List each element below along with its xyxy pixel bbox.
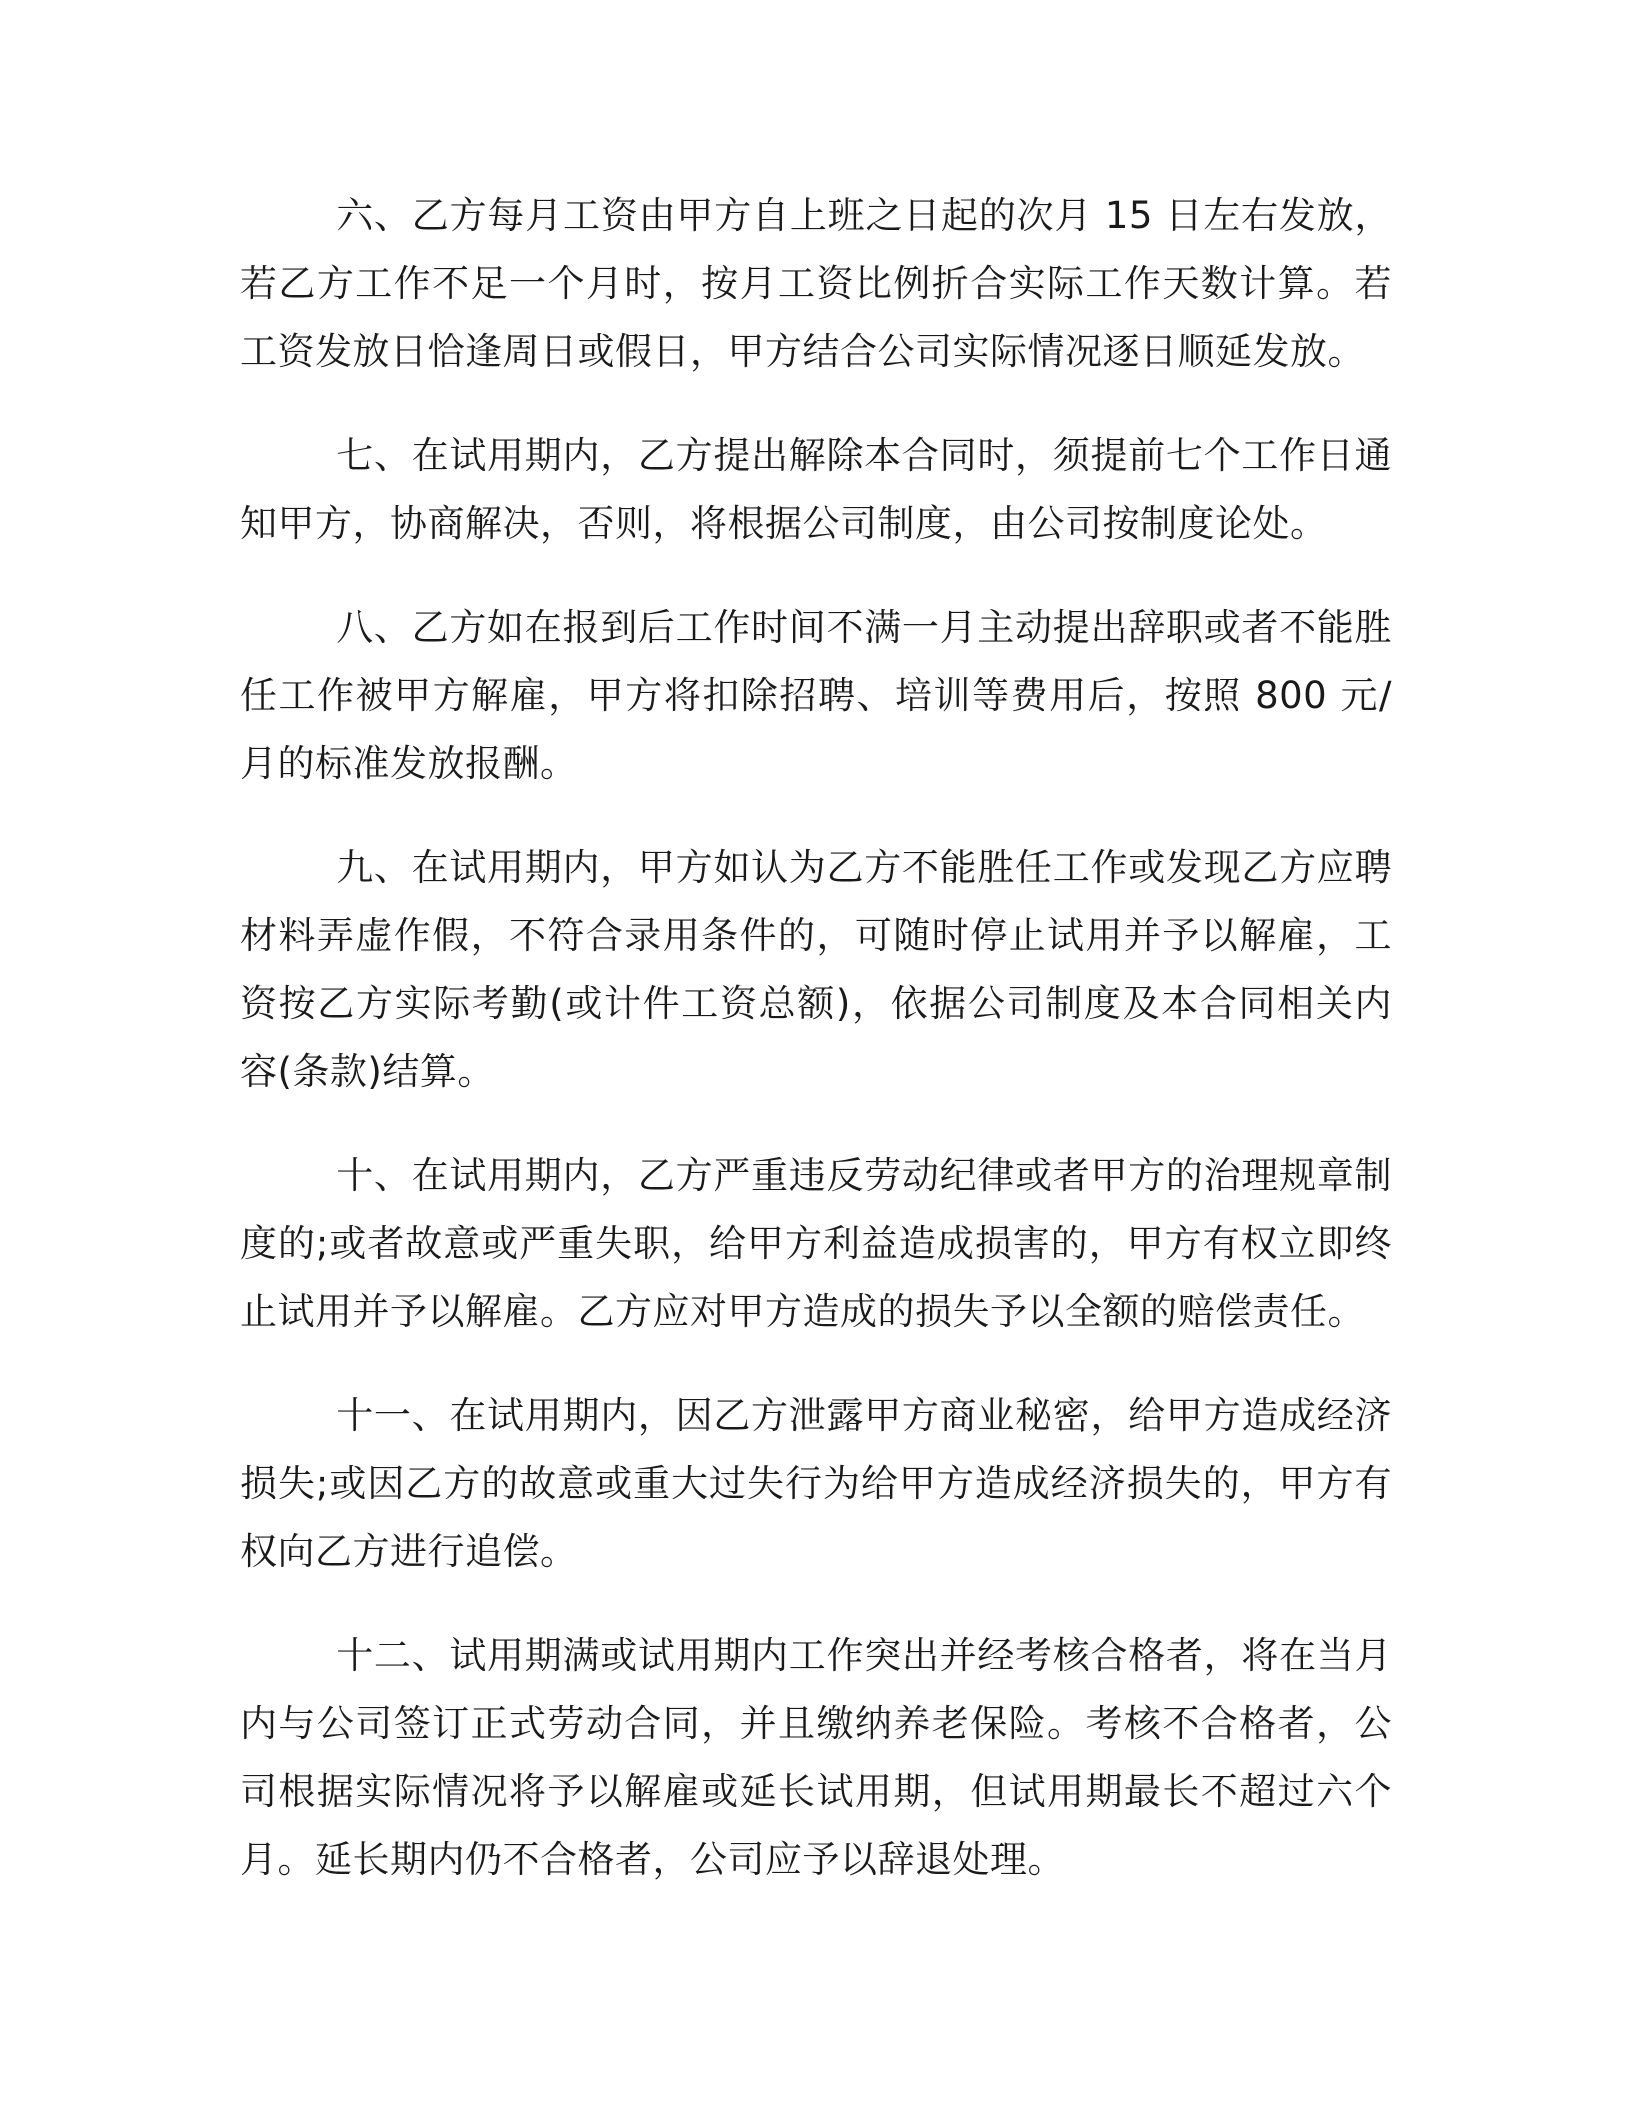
- document-body: [240, 182, 1392, 1930]
- clause-6-paragraph: 六、乙方每月工资由甲方自上班之日起的次月 15 日左右发放，若乙方工作不足一个月时，按月工资比例折合实际工作天数计算。若工资发放日恰逢周日或假日，甲方结合公司实际情况逐日顺延发放。: [240, 194, 1392, 373]
- clause-10-paragraph: 十、在试用期内，乙方严重违反劳动纪律或者甲方的治理规章制度的;或者故意或严重失职，给甲方利益造成损害的，甲方有权立即终止试用并予以解雇。乙方应对甲方造成的损失予以全额的赔偿责任。: [240, 1154, 1392, 1333]
- clause-9-paragraph: 九、在试用期内，甲方如认为乙方不能胜任工作或发现乙方应聘材料弄虚作假，不符合录用条件的，可随时停止试用并予以解雇，工资按乙方实际考勤(或计件工资总额)，依据公司制度及本合同相关内容(条款)结算。: [240, 846, 1392, 1093]
- clause-8-paragraph: 八、乙方如在报到后工作时间不满一月主动提出辞职或者不能胜任工作被甲方解雇，甲方将扣除招聘、培训等费用后，按照 800 元/月的标准发放报酬。: [240, 606, 1392, 785]
- clause-7-paragraph: 七、在试用期内，乙方提出解除本合同时，须提前七个工作日通知甲方，协商解决，否则，将根据公司制度，由公司按制度论处。: [240, 434, 1392, 545]
- clause-11-paragraph: 十一、在试用期内，因乙方泄露甲方商业秘密，给甲方造成经济损失;或因乙方的故意或重大过失行为给甲方造成经济损失的，甲方有权向乙方进行追偿。: [240, 1394, 1392, 1573]
- clause-12-paragraph: 十二、试用期满或试用期内工作突出并经考核合格者，将在当月内与公司签订正式劳动合同，并且缴纳养老保险。考核不合格者，公司根据实际情况将予以解雇或延长试用期，但试用期最长不超过六个月。延长期内仍不合格者，公司应予以辞退处理。: [240, 1634, 1392, 1881]
